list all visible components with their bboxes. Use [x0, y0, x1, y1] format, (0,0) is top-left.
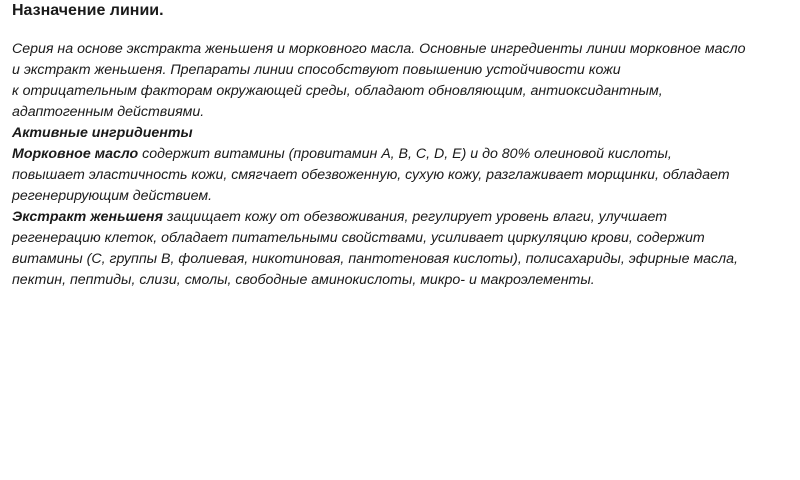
carrot-oil-term: Морковное масло: [12, 146, 139, 162]
page-title: Назначение линии.: [12, 2, 164, 19]
carrot-oil-line: регенерирующим действием.: [12, 188, 213, 204]
document-body: [12, 39, 792, 291]
ginseng-extract-term: Экстракт женьшеня: [12, 209, 163, 225]
ginseng-extract-line: регенерацию клеток, обладает питательными свойствами, усиливает циркуляцию крови, содержит: [12, 230, 705, 246]
ginseng-extract-line: пектин, пептиды, слизи, смолы, свободные аминокислоты, микро- и макроэлементы.: [12, 272, 595, 288]
ginseng-extract-line: витамины (C, группы B, фолиевая, никотиновая, пантотеновая кислоты), полисахариды, эфирные масла,: [12, 251, 738, 267]
carrot-oil-text: содержит витамины (провитамин A, B, C, D, E) и до 80% олеиновой кислоты,: [138, 146, 672, 162]
carrot-oil-line: [12, 144, 792, 165]
intro-line: и экстракт женьшеня. Препараты линии способствуют повышению устойчивости кожи: [12, 62, 621, 78]
carrot-oil-line: повышает эластичность кожи, смягчает обезвоженную, сухую кожу, разглаживает морщинки, обладает: [12, 167, 730, 183]
intro-line: адаптогенным действиями.: [12, 104, 205, 120]
document-page: [12, 0, 792, 291]
intro-line: Серия на основе экстракта женьшеня и морковного масла. Основные ингредиенты линии морковное масло: [12, 41, 746, 57]
ginseng-extract-line: [12, 207, 792, 228]
intro-line: к отрицательным факторам окружающей среды, обладают обновляющим, антиоксидантным,: [12, 83, 663, 99]
ginseng-extract-text: защищает кожу от обезвоживания, регулирует уровень влаги, улучшает: [162, 209, 668, 225]
active-ingredients-heading: Активные ингридиенты: [12, 125, 193, 141]
